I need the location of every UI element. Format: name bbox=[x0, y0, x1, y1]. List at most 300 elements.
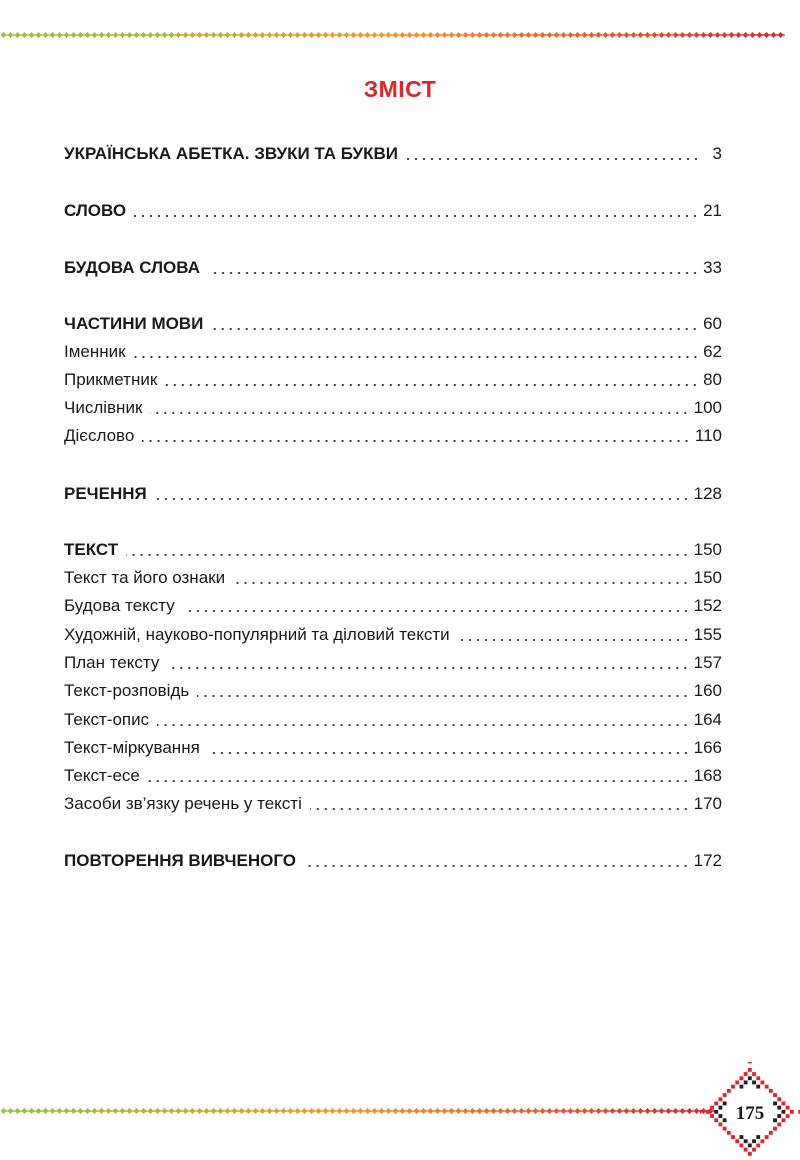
ornament-dot bbox=[447, 1110, 449, 1112]
toc-entry-page: 3 bbox=[712, 144, 722, 163]
ornament-diamond bbox=[435, 32, 441, 38]
ornament-dot bbox=[755, 34, 757, 36]
ornament-dot bbox=[167, 1110, 169, 1112]
dot-leader bbox=[458, 639, 690, 641]
toc-entry[interactable] bbox=[64, 645, 722, 673]
ornament-dot bbox=[286, 1110, 288, 1112]
ornament-diamond bbox=[575, 1108, 581, 1114]
toc-entry-label: СЛОВО bbox=[64, 201, 127, 220]
ornament-dot bbox=[251, 1110, 253, 1112]
ornament-dot bbox=[188, 34, 190, 36]
ornament-dot bbox=[531, 34, 533, 36]
ornament-diamond bbox=[582, 32, 588, 38]
ornament-diamond bbox=[267, 32, 273, 38]
ornament-dot bbox=[216, 34, 218, 36]
ornament-diamond bbox=[351, 32, 357, 38]
stitch bbox=[744, 1148, 748, 1152]
ornament-diamond bbox=[484, 1108, 490, 1114]
ornament-diamond bbox=[302, 32, 308, 38]
toc-entry-page: 166 bbox=[693, 738, 722, 757]
toc-entry[interactable] bbox=[64, 758, 722, 786]
ornament-diamond bbox=[694, 32, 700, 38]
ornament-dot bbox=[83, 34, 85, 36]
ornament-dot bbox=[279, 34, 281, 36]
ornament-dot bbox=[377, 1110, 379, 1112]
stitch bbox=[752, 1148, 756, 1152]
ornament-dot bbox=[447, 34, 449, 36]
ornament-diamond bbox=[407, 32, 413, 38]
toc-entry[interactable] bbox=[64, 362, 722, 390]
ornament-diamond bbox=[722, 32, 728, 38]
stitch bbox=[769, 1089, 773, 1093]
toc-entry-label: План тексту bbox=[64, 653, 160, 672]
ornament-diamond bbox=[218, 32, 224, 38]
ornament-diamond bbox=[596, 32, 602, 38]
ornament-diamond bbox=[239, 32, 245, 38]
top-ornament-border bbox=[0, 28, 790, 42]
ornament-diamond bbox=[778, 32, 784, 38]
ornament-diamond bbox=[603, 32, 609, 38]
ornament-diamond bbox=[365, 1108, 371, 1114]
ornament-dot bbox=[328, 34, 330, 36]
ornament-diamond bbox=[414, 1108, 420, 1114]
toc-entry[interactable] bbox=[64, 588, 722, 616]
stitch bbox=[786, 1114, 790, 1118]
ornament-diamond bbox=[526, 32, 532, 38]
ornament-dot bbox=[685, 34, 687, 36]
ornament-dot bbox=[482, 34, 484, 36]
stitch bbox=[723, 1127, 727, 1131]
ornament-diamond bbox=[337, 32, 343, 38]
ornament-diamond bbox=[631, 1108, 637, 1114]
stitch bbox=[710, 1106, 714, 1110]
ornament-diamond bbox=[29, 1108, 35, 1114]
ornament-dot bbox=[398, 1110, 400, 1112]
toc-entry-page: 164 bbox=[693, 710, 722, 729]
ornament-dot bbox=[41, 34, 43, 36]
ornament-dot bbox=[692, 34, 694, 36]
ornament-diamond bbox=[92, 1108, 98, 1114]
ornament-dot bbox=[363, 1110, 365, 1112]
stitch bbox=[765, 1085, 769, 1089]
ornament-dot bbox=[202, 1110, 204, 1112]
ornament-diamond bbox=[162, 32, 168, 38]
ornament-diamond bbox=[15, 32, 21, 38]
ornament-diamond bbox=[50, 32, 56, 38]
stitch bbox=[744, 1072, 748, 1076]
ornament-dot bbox=[111, 1110, 113, 1112]
ornament-diamond bbox=[561, 32, 567, 38]
toc-entry[interactable] bbox=[64, 390, 722, 418]
ornament-dot bbox=[377, 34, 379, 36]
ornament-dot bbox=[489, 1110, 491, 1112]
ornament-dot bbox=[174, 34, 176, 36]
ornament-diamond bbox=[85, 1108, 91, 1114]
ornament-dot bbox=[139, 34, 141, 36]
ornament-diamond bbox=[323, 32, 329, 38]
stitch bbox=[790, 1110, 794, 1114]
ornament-diamond bbox=[183, 1108, 189, 1114]
ornament-diamond bbox=[274, 32, 280, 38]
ornament-dot bbox=[335, 1110, 337, 1112]
stitch bbox=[773, 1093, 777, 1097]
stitch bbox=[714, 1102, 718, 1106]
ornament-dot bbox=[41, 1110, 43, 1112]
ornament-dot bbox=[650, 1110, 652, 1112]
ornament-dot bbox=[601, 1110, 603, 1112]
ornament-dot bbox=[167, 34, 169, 36]
toc-entry-page: 62 bbox=[703, 342, 722, 361]
ornament-diamond bbox=[750, 32, 756, 38]
ornament-diamond bbox=[680, 1108, 686, 1114]
ornament-diamond bbox=[302, 1108, 308, 1114]
ornament-diamond bbox=[36, 32, 42, 38]
toc-entry[interactable] bbox=[64, 560, 722, 588]
toc-entry[interactable] bbox=[64, 730, 722, 758]
ornament-diamond bbox=[218, 1108, 224, 1114]
stitch bbox=[777, 1114, 781, 1118]
ornament-dot bbox=[615, 34, 617, 36]
ornament-diamond bbox=[113, 32, 119, 38]
ornament-dot bbox=[90, 34, 92, 36]
ornament-diamond bbox=[547, 1108, 553, 1114]
ornament-diamond bbox=[309, 1108, 315, 1114]
ornament-dot bbox=[440, 34, 442, 36]
ornament-dot bbox=[6, 34, 8, 36]
ornament-diamond bbox=[771, 32, 777, 38]
ornament-dot bbox=[622, 34, 624, 36]
ornament-dot bbox=[405, 1110, 407, 1112]
ornament-dot bbox=[286, 34, 288, 36]
ornament-dot bbox=[272, 1110, 274, 1112]
toc-entry[interactable] bbox=[64, 193, 722, 221]
stitch bbox=[710, 1114, 714, 1118]
ornament-dot bbox=[300, 34, 302, 36]
ornament-dot bbox=[237, 1110, 239, 1112]
ornament-dot bbox=[559, 1110, 561, 1112]
stitch bbox=[777, 1123, 781, 1127]
ornament-dot bbox=[125, 34, 127, 36]
toc-entry-label: УКРАЇНСЬКА АБЕТКА. ЗВУКИ ТА БУКВИ bbox=[64, 144, 398, 163]
stitch bbox=[769, 1131, 773, 1135]
toc-entry-page: 150 bbox=[693, 540, 722, 559]
ornament-diamond bbox=[225, 1108, 231, 1114]
ornament-diamond bbox=[281, 1108, 287, 1114]
ornament-dot bbox=[776, 34, 778, 36]
ornament-dot bbox=[118, 1110, 120, 1112]
ornament-dot bbox=[356, 34, 358, 36]
ornament-diamond bbox=[330, 1108, 336, 1114]
ornament-dot bbox=[118, 34, 120, 36]
ornament-diamond bbox=[260, 32, 266, 38]
ornament-diamond bbox=[435, 1108, 441, 1114]
ornament-dot bbox=[734, 34, 736, 36]
toc-entry[interactable] bbox=[64, 617, 722, 645]
ornament-diamond bbox=[673, 32, 679, 38]
ornament-diamond bbox=[596, 1108, 602, 1114]
ornament-diamond bbox=[617, 1108, 623, 1114]
ornament-diamond bbox=[225, 32, 231, 38]
ornament-dot bbox=[580, 1110, 582, 1112]
stitch bbox=[714, 1110, 718, 1114]
ornament-diamond bbox=[57, 32, 63, 38]
dot-leader bbox=[142, 440, 691, 442]
stitch bbox=[714, 1118, 718, 1122]
toc-entry-page: 128 bbox=[693, 484, 722, 503]
ornament-diamond bbox=[519, 1108, 525, 1114]
stitch bbox=[719, 1114, 723, 1118]
ornament-dot bbox=[671, 1110, 673, 1112]
ornament-dot bbox=[573, 1110, 575, 1112]
stitch bbox=[748, 1152, 752, 1156]
ornament-dot bbox=[55, 34, 57, 36]
toc-entry-page: 152 bbox=[693, 596, 722, 615]
ornament-diamond bbox=[505, 32, 511, 38]
ornament-diamond bbox=[421, 1108, 427, 1114]
ornament-diamond bbox=[267, 1108, 273, 1114]
ornament-dot bbox=[279, 1110, 281, 1112]
dot-leader bbox=[183, 610, 690, 612]
ornament-diamond bbox=[386, 32, 392, 38]
ornament-diamond bbox=[729, 32, 735, 38]
ornament-diamond bbox=[113, 1108, 119, 1114]
ornament-diamond bbox=[106, 32, 112, 38]
toc-entry-page: 168 bbox=[693, 766, 722, 785]
ornament-diamond bbox=[491, 1108, 497, 1114]
ornament-diamond bbox=[610, 32, 616, 38]
ornament-dot bbox=[503, 1110, 505, 1112]
bottom-ornament-border bbox=[0, 1104, 720, 1118]
ornament-dot bbox=[160, 34, 162, 36]
toc-entry-label: Текст-есе bbox=[64, 766, 140, 785]
ornament-diamond bbox=[232, 1108, 238, 1114]
ornament-dot bbox=[293, 1110, 295, 1112]
ornament-dot bbox=[468, 1110, 470, 1112]
toc-entry-page: 100 bbox=[693, 398, 722, 417]
ornament-diamond bbox=[477, 1108, 483, 1114]
ornament-diamond bbox=[295, 1108, 301, 1114]
ornament-dot bbox=[629, 34, 631, 36]
ornament-diamond bbox=[715, 32, 721, 38]
ornament-diamond bbox=[211, 1108, 217, 1114]
ornament-diamond bbox=[155, 1108, 161, 1114]
dot-leader bbox=[208, 752, 690, 754]
ornament-dot bbox=[125, 1110, 127, 1112]
ornament-dot bbox=[587, 34, 589, 36]
stitch bbox=[773, 1118, 777, 1122]
toc-entry-page: 150 bbox=[693, 568, 722, 587]
ornament-diamond bbox=[477, 32, 483, 38]
ornament-diamond bbox=[323, 1108, 329, 1114]
ornament-dot bbox=[426, 34, 428, 36]
ornament-dot bbox=[524, 34, 526, 36]
toc-entry-page: 172 bbox=[693, 851, 722, 870]
ornament-dot bbox=[391, 1110, 393, 1112]
ornament-dot bbox=[629, 1110, 631, 1112]
ornament-dot bbox=[314, 1110, 316, 1112]
ornament-dot bbox=[321, 1110, 323, 1112]
toc-entry-label: БУДОВА СЛОВА bbox=[64, 258, 200, 277]
ornament-diamond bbox=[386, 1108, 392, 1114]
ornament-diamond bbox=[617, 32, 623, 38]
ornament-diamond bbox=[29, 32, 35, 38]
ornament-diamond bbox=[575, 32, 581, 38]
ornament-dot bbox=[188, 1110, 190, 1112]
toc-entry[interactable] bbox=[64, 136, 722, 164]
ornament-dot bbox=[636, 1110, 638, 1112]
toc-entry-page: 155 bbox=[693, 625, 722, 644]
ornament-dot bbox=[258, 34, 260, 36]
ornament-dot bbox=[6, 1110, 8, 1112]
ornament-diamond bbox=[127, 32, 133, 38]
stitch bbox=[748, 1144, 752, 1148]
toc-entry[interactable] bbox=[64, 250, 722, 278]
ornament-dot bbox=[62, 34, 64, 36]
ornament-diamond bbox=[365, 32, 371, 38]
ornament-dot bbox=[496, 34, 498, 36]
ornament-diamond bbox=[638, 32, 644, 38]
ornament-dot bbox=[671, 34, 673, 36]
ornament-diamond bbox=[92, 32, 98, 38]
ornament-diamond bbox=[680, 32, 686, 38]
toc-entry[interactable] bbox=[64, 786, 722, 814]
ornament-dot bbox=[517, 1110, 519, 1112]
ornament-dot bbox=[76, 34, 78, 36]
ornament-diamond bbox=[281, 32, 287, 38]
ornament-dot bbox=[328, 1110, 330, 1112]
ornament-dot bbox=[55, 1110, 57, 1112]
toc-entry[interactable] bbox=[64, 532, 722, 560]
ornament-diamond bbox=[687, 1108, 693, 1114]
ornament-dot bbox=[202, 34, 204, 36]
ornament-dot bbox=[384, 1110, 386, 1112]
stitch bbox=[777, 1106, 781, 1110]
ornament-diamond bbox=[71, 32, 77, 38]
stitch bbox=[727, 1089, 731, 1093]
toc-entry-label: Текст-міркування bbox=[64, 738, 200, 757]
ornament-dot bbox=[545, 34, 547, 36]
ornament-diamond bbox=[568, 32, 574, 38]
ornament-dot bbox=[496, 1110, 498, 1112]
toc-entry[interactable] bbox=[64, 702, 722, 730]
ornament-dot bbox=[524, 1110, 526, 1112]
ornament-dot bbox=[440, 1110, 442, 1112]
stitch bbox=[735, 1081, 739, 1085]
stitch bbox=[740, 1135, 744, 1139]
ornament-diamond bbox=[183, 32, 189, 38]
ornament-dot bbox=[391, 34, 393, 36]
toc-entry[interactable] bbox=[64, 843, 722, 871]
ornament-dot bbox=[552, 34, 554, 36]
toc-entry[interactable] bbox=[64, 476, 722, 504]
ornament-diamond bbox=[71, 1108, 77, 1114]
ornament-diamond bbox=[414, 32, 420, 38]
ornament-dot bbox=[727, 34, 729, 36]
ornament-dot bbox=[34, 34, 36, 36]
toc-entry-label: РЕЧЕННЯ bbox=[64, 484, 147, 503]
ornament-diamond bbox=[659, 32, 665, 38]
toc-entry-page: 33 bbox=[703, 258, 722, 277]
toc-entry[interactable] bbox=[64, 306, 722, 334]
ornament-diamond bbox=[232, 32, 238, 38]
toc-entry[interactable] bbox=[64, 673, 722, 701]
ornament-diamond bbox=[442, 32, 448, 38]
ornament-dot bbox=[153, 1110, 155, 1112]
ornament-dot bbox=[608, 34, 610, 36]
ornament-dot bbox=[34, 1110, 36, 1112]
ornament-diamond bbox=[393, 1108, 399, 1114]
ornament-diamond bbox=[666, 32, 672, 38]
ornament-dot bbox=[706, 34, 708, 36]
ornament-diamond bbox=[589, 32, 595, 38]
ornament-dot bbox=[475, 34, 477, 36]
ornament-diamond bbox=[337, 1108, 343, 1114]
ornament-dot bbox=[335, 34, 337, 36]
ornament-dot bbox=[461, 1110, 463, 1112]
stitch bbox=[719, 1106, 723, 1110]
toc-entry[interactable] bbox=[64, 334, 722, 362]
ornament-diamond bbox=[106, 1108, 112, 1114]
ornament-dot bbox=[720, 34, 722, 36]
ornament-dot bbox=[510, 1110, 512, 1112]
ornament-diamond bbox=[519, 32, 525, 38]
ornament-diamond bbox=[505, 1108, 511, 1114]
stitch bbox=[735, 1139, 739, 1143]
ornament-diamond bbox=[491, 32, 497, 38]
ornament-dot bbox=[209, 34, 211, 36]
ornament-diamond bbox=[645, 1108, 651, 1114]
ornament-dot bbox=[104, 1110, 106, 1112]
ornament-dot bbox=[20, 1110, 22, 1112]
ornament-diamond bbox=[554, 1108, 560, 1114]
ornament-dot bbox=[83, 1110, 85, 1112]
toc-entry-page: 80 bbox=[703, 370, 722, 389]
ornament-diamond bbox=[162, 1108, 168, 1114]
toc-entry[interactable] bbox=[64, 418, 722, 446]
stitch bbox=[731, 1135, 735, 1139]
ornament-dot bbox=[762, 34, 764, 36]
ornament-diamond bbox=[764, 32, 770, 38]
ornament-dot bbox=[650, 34, 652, 36]
ornament-dot bbox=[454, 1110, 456, 1112]
toc-entry-page: 157 bbox=[693, 653, 722, 672]
ornament-dot bbox=[552, 1110, 554, 1112]
ornament-diamond bbox=[204, 1108, 210, 1114]
ornament-dot bbox=[594, 34, 596, 36]
ornament-dot bbox=[587, 1110, 589, 1112]
ornament-diamond bbox=[582, 1108, 588, 1114]
ornament-dot bbox=[195, 34, 197, 36]
ornament-diamond bbox=[498, 1108, 504, 1114]
ornament-dot bbox=[370, 1110, 372, 1112]
ornament-diamond bbox=[694, 1108, 700, 1114]
toc-entry-page: 21 bbox=[703, 201, 722, 220]
ornament-dot bbox=[699, 34, 701, 36]
ornament-dot bbox=[573, 34, 575, 36]
toc-entry-label: Текст-опис bbox=[64, 710, 150, 729]
ornament-dot bbox=[27, 34, 29, 36]
ornament-diamond bbox=[64, 1108, 70, 1114]
ornament-diamond bbox=[470, 1108, 476, 1114]
ornament-diamond bbox=[22, 32, 28, 38]
ornament-diamond bbox=[498, 32, 504, 38]
ornament-diamond bbox=[190, 32, 196, 38]
ornament-dot bbox=[132, 34, 134, 36]
stitch bbox=[740, 1076, 744, 1080]
ornament-diamond bbox=[1, 1108, 7, 1114]
ornament-dot bbox=[181, 34, 183, 36]
ornament-dot bbox=[419, 34, 421, 36]
